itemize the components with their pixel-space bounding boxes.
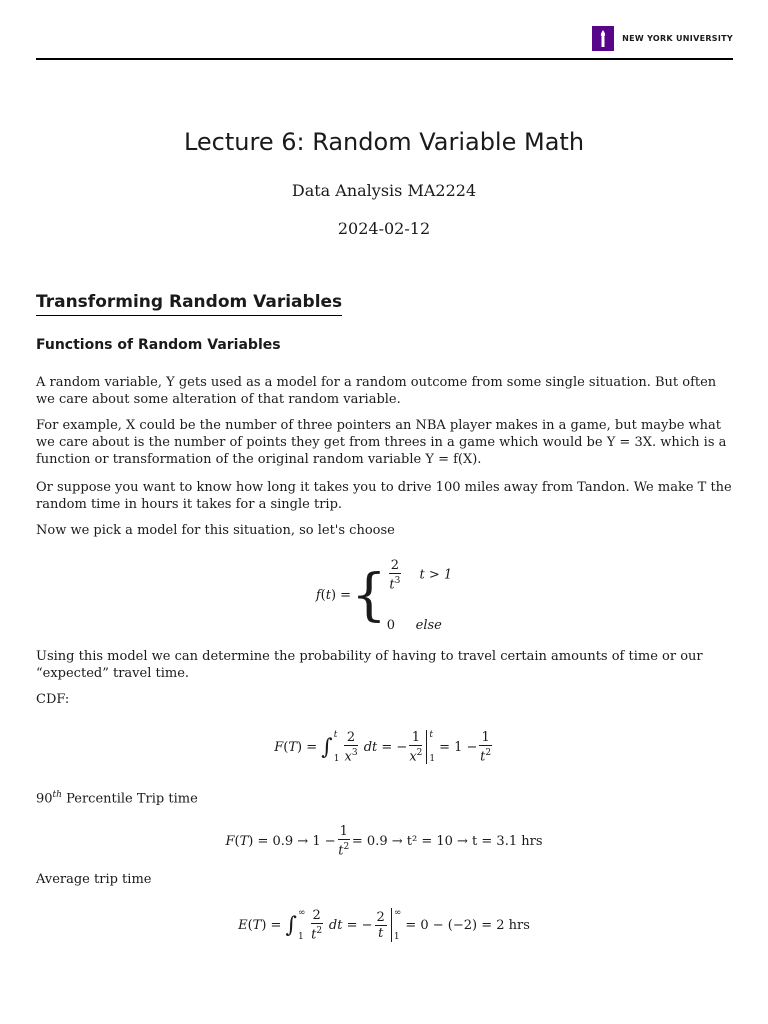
expectation-tail: = 0 − (−2) = 2 hrs [405,917,530,933]
torch-icon [592,26,614,51]
cdf-label: CDF: [36,692,70,707]
logo-text: NEW YORK UNIVERSITY [622,34,733,43]
lecture-date: 2024-02-12 [337,219,431,238]
average-label: Average trip time [36,872,152,887]
subsection-heading: Functions of Random Variables [36,337,281,353]
percentile-tail: = 0.9 → t² = 10 → t = 3.1 hrs [351,833,543,849]
pdf-case2-condition: else [415,618,442,634]
pdf-case2-value: 0 [386,618,395,634]
section-heading: Transforming Random Variables [36,292,342,316]
pdf-case1-condition: t > 1 [419,567,453,583]
paragraph-1: A random variable, Y gets used as a model for a random outcome from some single situation. But often we care about some alteration of that random variable. [36,375,717,407]
nyu-logo [592,26,733,51]
paragraph-3: Or suppose you want to know how long it takes you to drive 100 miles away from Tandon. We make T the random time in hours it takes for a single trip. [36,480,732,512]
cdf-equation: F ( T ) = ∫ t 1 $\frac{2}{x^3}$ dt = − $\frac{1}{x^2}$ t 1 = 1 − $\frac{1}{t^2}$ [274,730,492,765]
percentile-label: 90th Percentile Trip time [36,790,198,807]
course-subtitle: Data Analysis MA2224 [291,181,477,200]
page-title: Lecture 6: Random Variable Math [183,128,585,156]
paragraph-2: For example, X could be the number of three pointers an NBA player makes in a game, but maybe what we care about is the number of points they get from threes in a game which would be Y = 3X. which is a function or transformation of the original random variable Y = f(X). [36,418,727,467]
percentile-equation: F ( T ) = 0.9 → 1 − $\frac{1}{t^2}$ = 0.9 → t² = 10 → t = 3.1 hrs [225,824,543,859]
page-header [36,0,733,60]
pdf-equation: f ( t ) = { $\frac{2}{t^3}$ t > 1 0 else [315,558,453,634]
paragraph-4: Now we pick a model for this situation, so let's choose [36,523,395,538]
cdf-result-text: = 1 − [439,739,478,755]
expectation-equation: E ( T ) = ∫ ∞ 1 $\frac{2}{t^2}$ dt = − $\frac{2}{t}$ ∞ 1 = 0 − (−2) = 2 hrs [238,908,530,943]
paragraph-5: Using this model we can determine the probability of having to travel certain amounts of time or our “expected” travel time. [36,649,703,681]
